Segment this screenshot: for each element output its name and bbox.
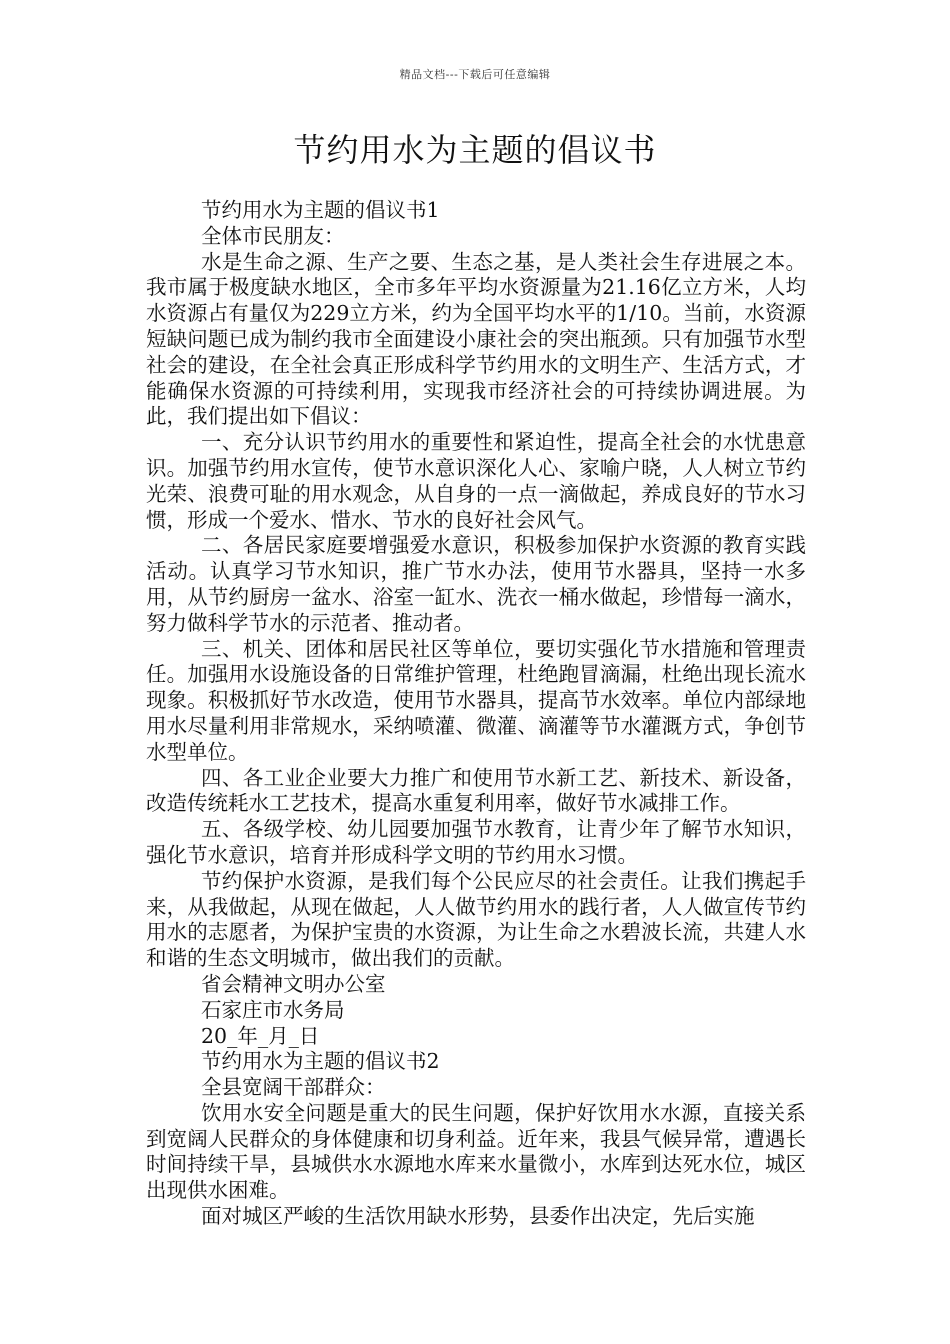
proposal-item-2: 二、各居民家庭要增强爱水意识，积极参加保护水资源的教育实践活动。认真学习节水知识，推广节水办法，使用节水器具，坚持一水多用，从节约厨房一盆水、浴室一缸水、洗衣一桶水做起，珍惜每一滴水，努力做科学节水的示范者、推动者。	[146, 533, 806, 635]
section-heading-1: 节约用水为主题的倡议书1	[201, 198, 440, 222]
body-paragraph: 面对城区严峻的生活饮用缺水形势，县委作出决定，先后实施	[201, 1204, 755, 1229]
signature-date: 20_年_月_日	[201, 1023, 320, 1048]
proposal-item-4: 四、各工业企业要大力推广和使用节水新工艺、新技术、新设备，改造传统耗水工艺技术，提高水重复利用率，做好节水减排工作。	[146, 765, 806, 816]
body-paragraph: 水是生命之源、生产之要、生态之基，是人类社会生存进展之本。我市属于极度缺水地区，全市多年平均水资源量为21.16亿立方米，人均水资源占有量仅为229立方米，约为全国平均水平的1/10。当前，水资源短缺问题已成为制约我市全面建设小康社会的突出瓶颈。只有加强节水型社会的建设，在全社会真正形成科学节约用水的文明生产、生活方式，才能确保水资源的可持续利用，实现我市经济社会的可持续协调进展。为此，我们提出如下倡议：	[146, 249, 806, 429]
proposal-item-1: 一、充分认识节约用水的重要性和紧迫性，提高全社会的水忧患意识。加强节约用水宣传，使节水意识深化人心、家喻户晓，人人树立节约光荣、浪费可耻的用水观念，从自身的一点一滴做起，养成良好的节水习惯，形成一个爱水、惜水、节水的良好社会风气。	[146, 430, 806, 532]
proposal-item-3: 三、机关、团体和居民社区等单位，要切实强化节水措施和管理责任。加强用水设施设备的日常维护管理，杜绝跑冒滴漏，杜绝出现长流水现象。积极抓好节水改造，使用节水器具，提高节水效率。单位内部绿地用水尽量利用非常规水，采纳喷灌、微灌、滴灌等节水灌溉方式，争创节水型单位。	[146, 636, 806, 764]
proposal-item-5: 五、各级学校、幼儿园要加强节水教育，让青少年了解节水知识，强化节水意识，培育并形成科学文明的节约用水习惯。	[146, 817, 806, 867]
document-title: 节约用水为主题的倡议书	[293, 131, 657, 169]
document-body	[146, 198, 806, 1230]
closing-paragraph: 节约保护水资源，是我们每个公民应尽的社会责任。让我们携起手来，从我做起，从现在做起，人人做节约用水的践行者，人人做宣传节约用水的志愿者，为保护宝贵的水资源，为让生命之水碧波长流，共建人水和谐的生态文明城市，做出我们的贡献。	[146, 868, 806, 971]
salutation-1: 全体市民朋友：	[201, 223, 345, 248]
signature-org-2: 石家庄市水务局	[201, 997, 345, 1022]
salutation-2: 全县宽阔干部群众：	[201, 1075, 386, 1100]
signature-org-1: 省会精神文明办公室	[201, 971, 386, 996]
body-paragraph: 饮用水安全问题是重大的民生问题，保护好饮用水水源，直接关系到宽阔人民群众的身体健康和切身利益。近年来，我县气候异常，遭遇长时间持续干旱，县城供水水源地水库来水量微小，水库到达死水位，城区出现供水困难。	[146, 1100, 806, 1203]
header-note: 精品文档---下载后可任意编辑	[399, 68, 551, 81]
section-heading-2: 节约用水为主题的倡议书2	[201, 1049, 440, 1074]
